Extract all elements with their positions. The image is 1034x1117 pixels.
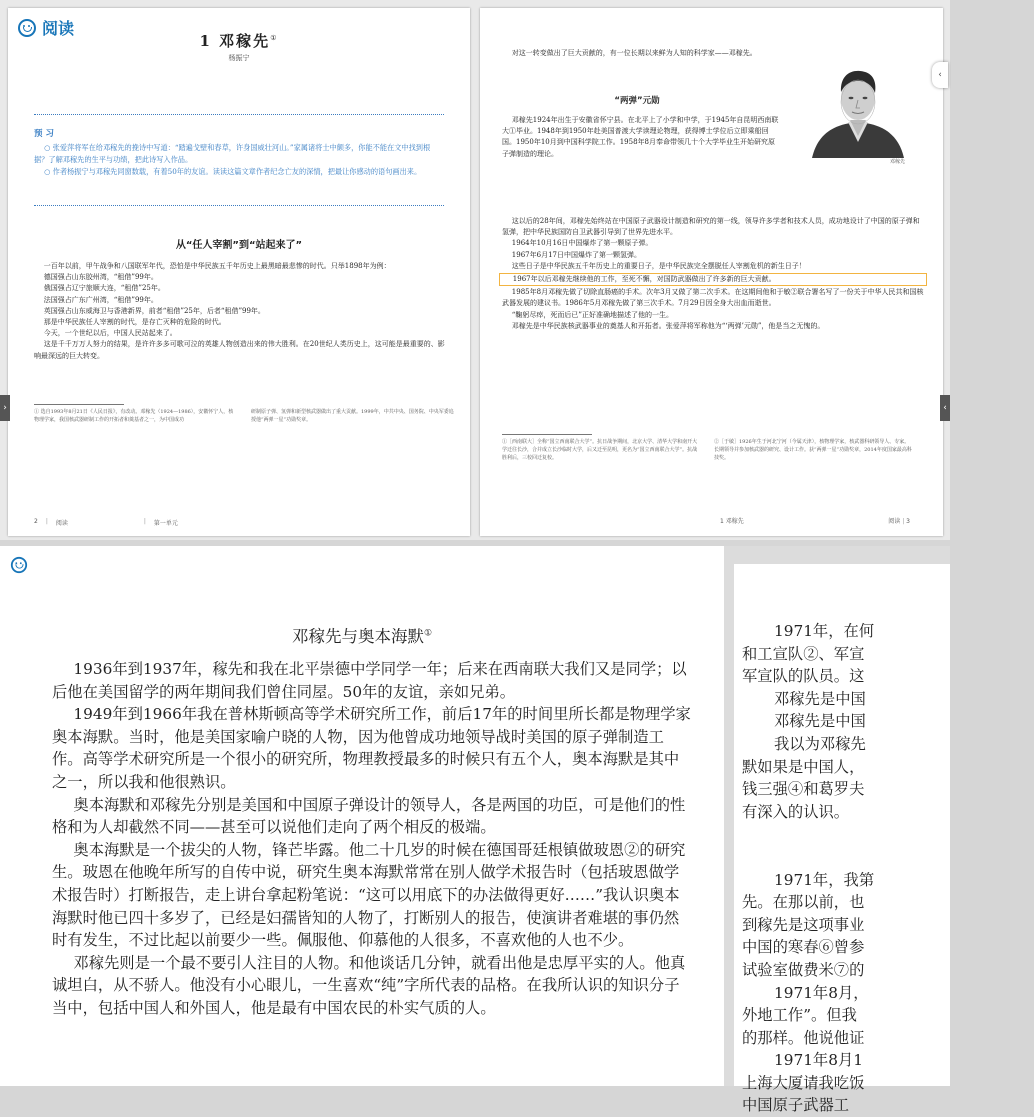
zoomed-right-page bbox=[734, 564, 950, 1115]
footer-separator: | bbox=[902, 518, 905, 525]
smile-icon bbox=[11, 557, 27, 573]
footnotes bbox=[502, 438, 912, 462]
body-paragraph: 邓稼先1924年出生于安徽省怀宁县。在北平上了小学和中学，于1945年自昆明西南联大①毕业。1948年到1950年赴美国普渡大学读理论物理，获得博士学位后立即乘船回国。1950年10月到中国科学院工作。1958年8月奉命带领几十个大学毕业生开始研究原子弹制造的理论。 bbox=[502, 116, 779, 158]
portrait-caption: 邓稼先 bbox=[890, 159, 906, 165]
footer-separator: | bbox=[143, 518, 146, 525]
body-paragraph: 1967年6月17日中国爆炸了第一颗氢弹。 bbox=[511, 250, 641, 259]
cropped-body bbox=[734, 620, 1034, 1117]
cropped-line: 军宣队的队员。这 bbox=[742, 667, 865, 686]
body-paragraph: 邓稼先是中华民族核武器事业的奠基人和开拓者。张爱萍将军称他为“‘两弹’元勋”，他是当之无愧的。 bbox=[511, 321, 825, 330]
cropped-line bbox=[734, 823, 1034, 846]
lesson-title-text: 1 邓稼先 bbox=[199, 32, 271, 50]
body-paragraph: 邓稼先则是一个最不要引人注目的人物。和他谈话几分钟，就看出他是忠厚平实的人。他真诚坦白，从不骄人。他没有小心眼儿，一生喜欢“纯”字所代表的品格。在我所认识的知识分子当中，包括中国人和外国人，他是最有中国农民的朴实气质的人。 bbox=[52, 953, 686, 1017]
cropped-line: 1971年，在何 bbox=[774, 622, 875, 640]
footer-right bbox=[888, 516, 910, 525]
body-paragraph: 1949年到1966年我在普林斯顿高等学术研究所工作，前后17年的时间里所长都是物理学家奥本海默。当时，他是美国家喻户晓的人物，因为他曾成功地领导战时美国的原子弹制造工作。高等学术研究所是一个很小的研究所，物理教授最多的时候只有五个人，奥本海默是其中之一，所以我和他很熟识。 bbox=[52, 705, 691, 791]
page-number: 2 bbox=[34, 518, 38, 525]
lesson-author: 杨振宁 bbox=[228, 54, 250, 62]
cropped-line: 的那样。他说他证 bbox=[742, 1028, 865, 1047]
title-footnote-mark: ① bbox=[423, 628, 433, 639]
highlighted-paragraph[interactable]: 1967年以后邓稼先继续他的工作，至死不懈，对国防武器做出了许多新的巨大贡献。 bbox=[499, 273, 927, 286]
footnotes bbox=[34, 408, 454, 424]
body-paragraph: 1936年到1937年，稼先和我在北平崇德中学同学一年；后来在西南联大我们又是同学；以后他在美国留学的两年期间我们曾住同屋。50年的友谊，亲如兄弟。 bbox=[52, 660, 687, 701]
footnote: ①［西南联大］全称“国立西南联合大学”。抗日战争期间，北京大学、清华大学和南开大学迁往长沙，合并成立长沙临时大学，后又迁至昆明，更名为“国立西南联合大学”。抗战胜利后，三校回迁复校。 bbox=[502, 439, 698, 461]
body-paragraph: 1985年8月邓稼先做了切除直肠癌的手术。次年3月又做了第二次手术。在这期间他和于敏②联合署名写了一份关于中华人民共和国核武器发展的建议书。1986年5月邓稼先做了第三次手术。7月29日因全身大出血而逝世。 bbox=[502, 288, 924, 308]
body-paragraph: 这些日子是中华民族五千年历史上的重要日子，是中华民族完全摆脱任人宰割危机的新生日子！ bbox=[511, 261, 806, 270]
preview-line: ○ 作者杨振宁与邓稼先同窗数载，有着50年的友谊。读读这篇文章作者纪念亡友的深情，把最让你感动的语句画出来。 bbox=[44, 167, 422, 176]
cropped-line: 邓稼先是中国 bbox=[774, 712, 866, 731]
cropped-line: 1971年8月1 bbox=[774, 1051, 863, 1070]
left-page bbox=[8, 8, 470, 536]
cropped-line: 外地工作”。但我 bbox=[742, 1006, 857, 1025]
zoomed-viewer bbox=[0, 546, 950, 1115]
body-paragraph: 奥本海默是一个拔尖的人物，锋芒毕露。他二十几岁的时候在德国哥廷根镇做玻恩②的研究生。玻恩在他晚年所写的自传中说，研究生奥本海默常常在别人做学术报告时（包括玻恩做学术报告时）打断报告，走上讲台拿起粉笔说：“这可以用底下的办法做得更好……”我认识奥本海默时他已四十多岁了，已经是妇孺皆知的人物了，打断别人的报告，使演讲者难堪的事仍然时有发生，不过比起以前要少一些。佩服他、仰慕他的人很多，不喜欢他的人也不少。 bbox=[52, 840, 686, 950]
cropped-line: 和工宣队②、军宣 bbox=[742, 644, 865, 663]
right-body bbox=[502, 216, 924, 332]
spread-viewer bbox=[0, 0, 950, 540]
preview-label: 预 习 bbox=[34, 129, 54, 139]
cropped-line: 1971年8月， bbox=[774, 983, 869, 1002]
footnote-rule bbox=[34, 404, 124, 405]
footnote: ②［于敏］1926年生于河北宁河（今属天津），核物理学家，核武器科研领导人、专家。长期领导并参加核武器的研究、设计工作。获“两弹一星”功勋奖章，2014年度国家最高科技奖。 bbox=[714, 439, 912, 461]
cropped-line: 中国原子武器工 bbox=[742, 1096, 850, 1115]
body-paragraph: 这是千千万万人努力的结果，是许许多多可歌可泣的英雄人物创造出来的伟大胜利。在20世纪人类历史上，这可能是最重要的、影响最深远的巨大转变。 bbox=[34, 340, 445, 360]
body-paragraph: 法国强占广东广州湾，“租借”99年。 bbox=[43, 295, 158, 304]
cropped-line: 上海大厦请我吃饭 bbox=[742, 1073, 865, 1092]
footer-label: 阅读 bbox=[888, 518, 901, 525]
footnote: 研制原子弹、氢弹和新型核武器做出了重大贡献。1999年，中共中央、国务院、中央军委追授他“两弹一星”功勋奖章。 bbox=[251, 409, 454, 423]
body-paragraph: 德国强占山东胶州湾，“租借”99年。 bbox=[43, 273, 158, 282]
body-paragraph: 1964年10月16日中国爆炸了第一颗原子弹。 bbox=[511, 239, 653, 248]
portrait-image bbox=[798, 62, 918, 158]
body-paragraph: “鞠躬尽瘁，死而后已”正好准确地描述了他的一生。 bbox=[511, 310, 673, 319]
footnote: ① 选自1993年8月21日《人民日报》，有改动。邓稼先（1924—1986），安徽怀宁人，核物理学家，我国核武器研制工作的开拓者和奠基者之一，为中国成功 bbox=[34, 409, 234, 423]
next-page-button[interactable]: ‹ bbox=[940, 395, 950, 421]
previous-page-button[interactable]: › bbox=[0, 395, 10, 421]
article-body bbox=[52, 658, 692, 1020]
cropped-line: 中国的寒春⑥曾参 bbox=[742, 938, 865, 957]
section-title: 从“任人宰割”到“站起来了” bbox=[175, 240, 303, 251]
cropped-line: 先。在那以前，也 bbox=[742, 893, 865, 912]
page-footer bbox=[34, 518, 178, 527]
cropped-line: 默如果是中国人， bbox=[742, 757, 865, 776]
cropped-line: 钱三强④和葛罗夫 bbox=[742, 780, 865, 799]
article-title bbox=[0, 623, 724, 647]
footer-separator: | bbox=[45, 518, 48, 525]
page-footer bbox=[720, 516, 910, 525]
preview-box bbox=[34, 114, 444, 206]
cropped-line: 邓稼先是中国 bbox=[774, 689, 866, 708]
zoomed-left-page bbox=[0, 546, 724, 1086]
cropped-line: 我以为邓稼先 bbox=[774, 734, 866, 753]
cropped-line: 有深入的认识。 bbox=[742, 802, 850, 821]
body-paragraph: 俄国强占辽宁旅顺大连，“租借”25年。 bbox=[43, 284, 165, 293]
footnote-rule bbox=[502, 434, 592, 435]
left-body bbox=[34, 261, 446, 362]
body-paragraph: 那是中华民族任人宰割的时代，是存亡灭种的危险的时代。 bbox=[43, 318, 226, 327]
body-paragraph: 这以后的28年间，邓稼先始终站在中国原子武器设计制造和研究的第一线，领导许多学者和技术人员，成功地设计了中国的原子弹和氢弹，把中华民族国防自卫武器引导到了世界先进水平。 bbox=[502, 217, 920, 237]
cropped-line: 到稼先是这项事业 bbox=[742, 915, 865, 934]
footer-label: 阅读 bbox=[55, 520, 68, 527]
cropped-line bbox=[734, 846, 1034, 869]
article-title-text: 邓稼先与奥本海默 bbox=[291, 627, 424, 646]
cropped-line: 1971年，我第 bbox=[774, 870, 875, 889]
title-footnote-mark: ① bbox=[270, 34, 279, 42]
footer-spacer bbox=[76, 518, 136, 527]
body-paragraph: 英国强占山东威海卫与香港新界，前者“租借”25年，后者“租借”99年。 bbox=[43, 306, 265, 315]
intro-paragraph: 对这一转变做出了巨大贡献的，有一位长期以来鲜为人知的科学家——邓稼先。 bbox=[511, 49, 757, 57]
footer-unit: 第一单元 bbox=[153, 520, 178, 527]
right-page bbox=[480, 8, 943, 536]
body-paragraph: 奥本海默和邓稼先分别是美国和中国原子弹设计的领导人，各是两国的功臣，可是他们的性格和为人却截然不同——甚至可以说他们走向了两个相反的极端。 bbox=[52, 795, 686, 837]
footer-title: 1 邓稼先 bbox=[720, 518, 744, 525]
body-paragraph: 一百年以前，甲午战争和八国联军年代，恐怕是中华民族五千年历史上最黑暗最悲惨的时代。只举1898年为例： bbox=[43, 262, 391, 270]
lesson-title bbox=[8, 30, 470, 51]
body-paragraph: 今天，一个世纪以后，中国人民站起来了。 bbox=[43, 329, 177, 338]
page-number: 3 bbox=[906, 518, 910, 525]
section-title: “两弹”元勋 bbox=[614, 96, 660, 106]
side-panel-toggle[interactable]: ‹ bbox=[932, 62, 948, 88]
cropped-line: 试验室做费米⑦的 bbox=[742, 960, 865, 979]
section-label: 阅读 bbox=[42, 19, 75, 38]
preview-line: ○ 张爱萍将军在给邓稼先的挽诗中写道：“踏遍戈壁和春草，许身国威壮河山。”家属诸将士中颇多，你能不能在文中找到根据？了解邓稼先的生平与功绩，把此诗写入作品。 bbox=[34, 143, 431, 164]
